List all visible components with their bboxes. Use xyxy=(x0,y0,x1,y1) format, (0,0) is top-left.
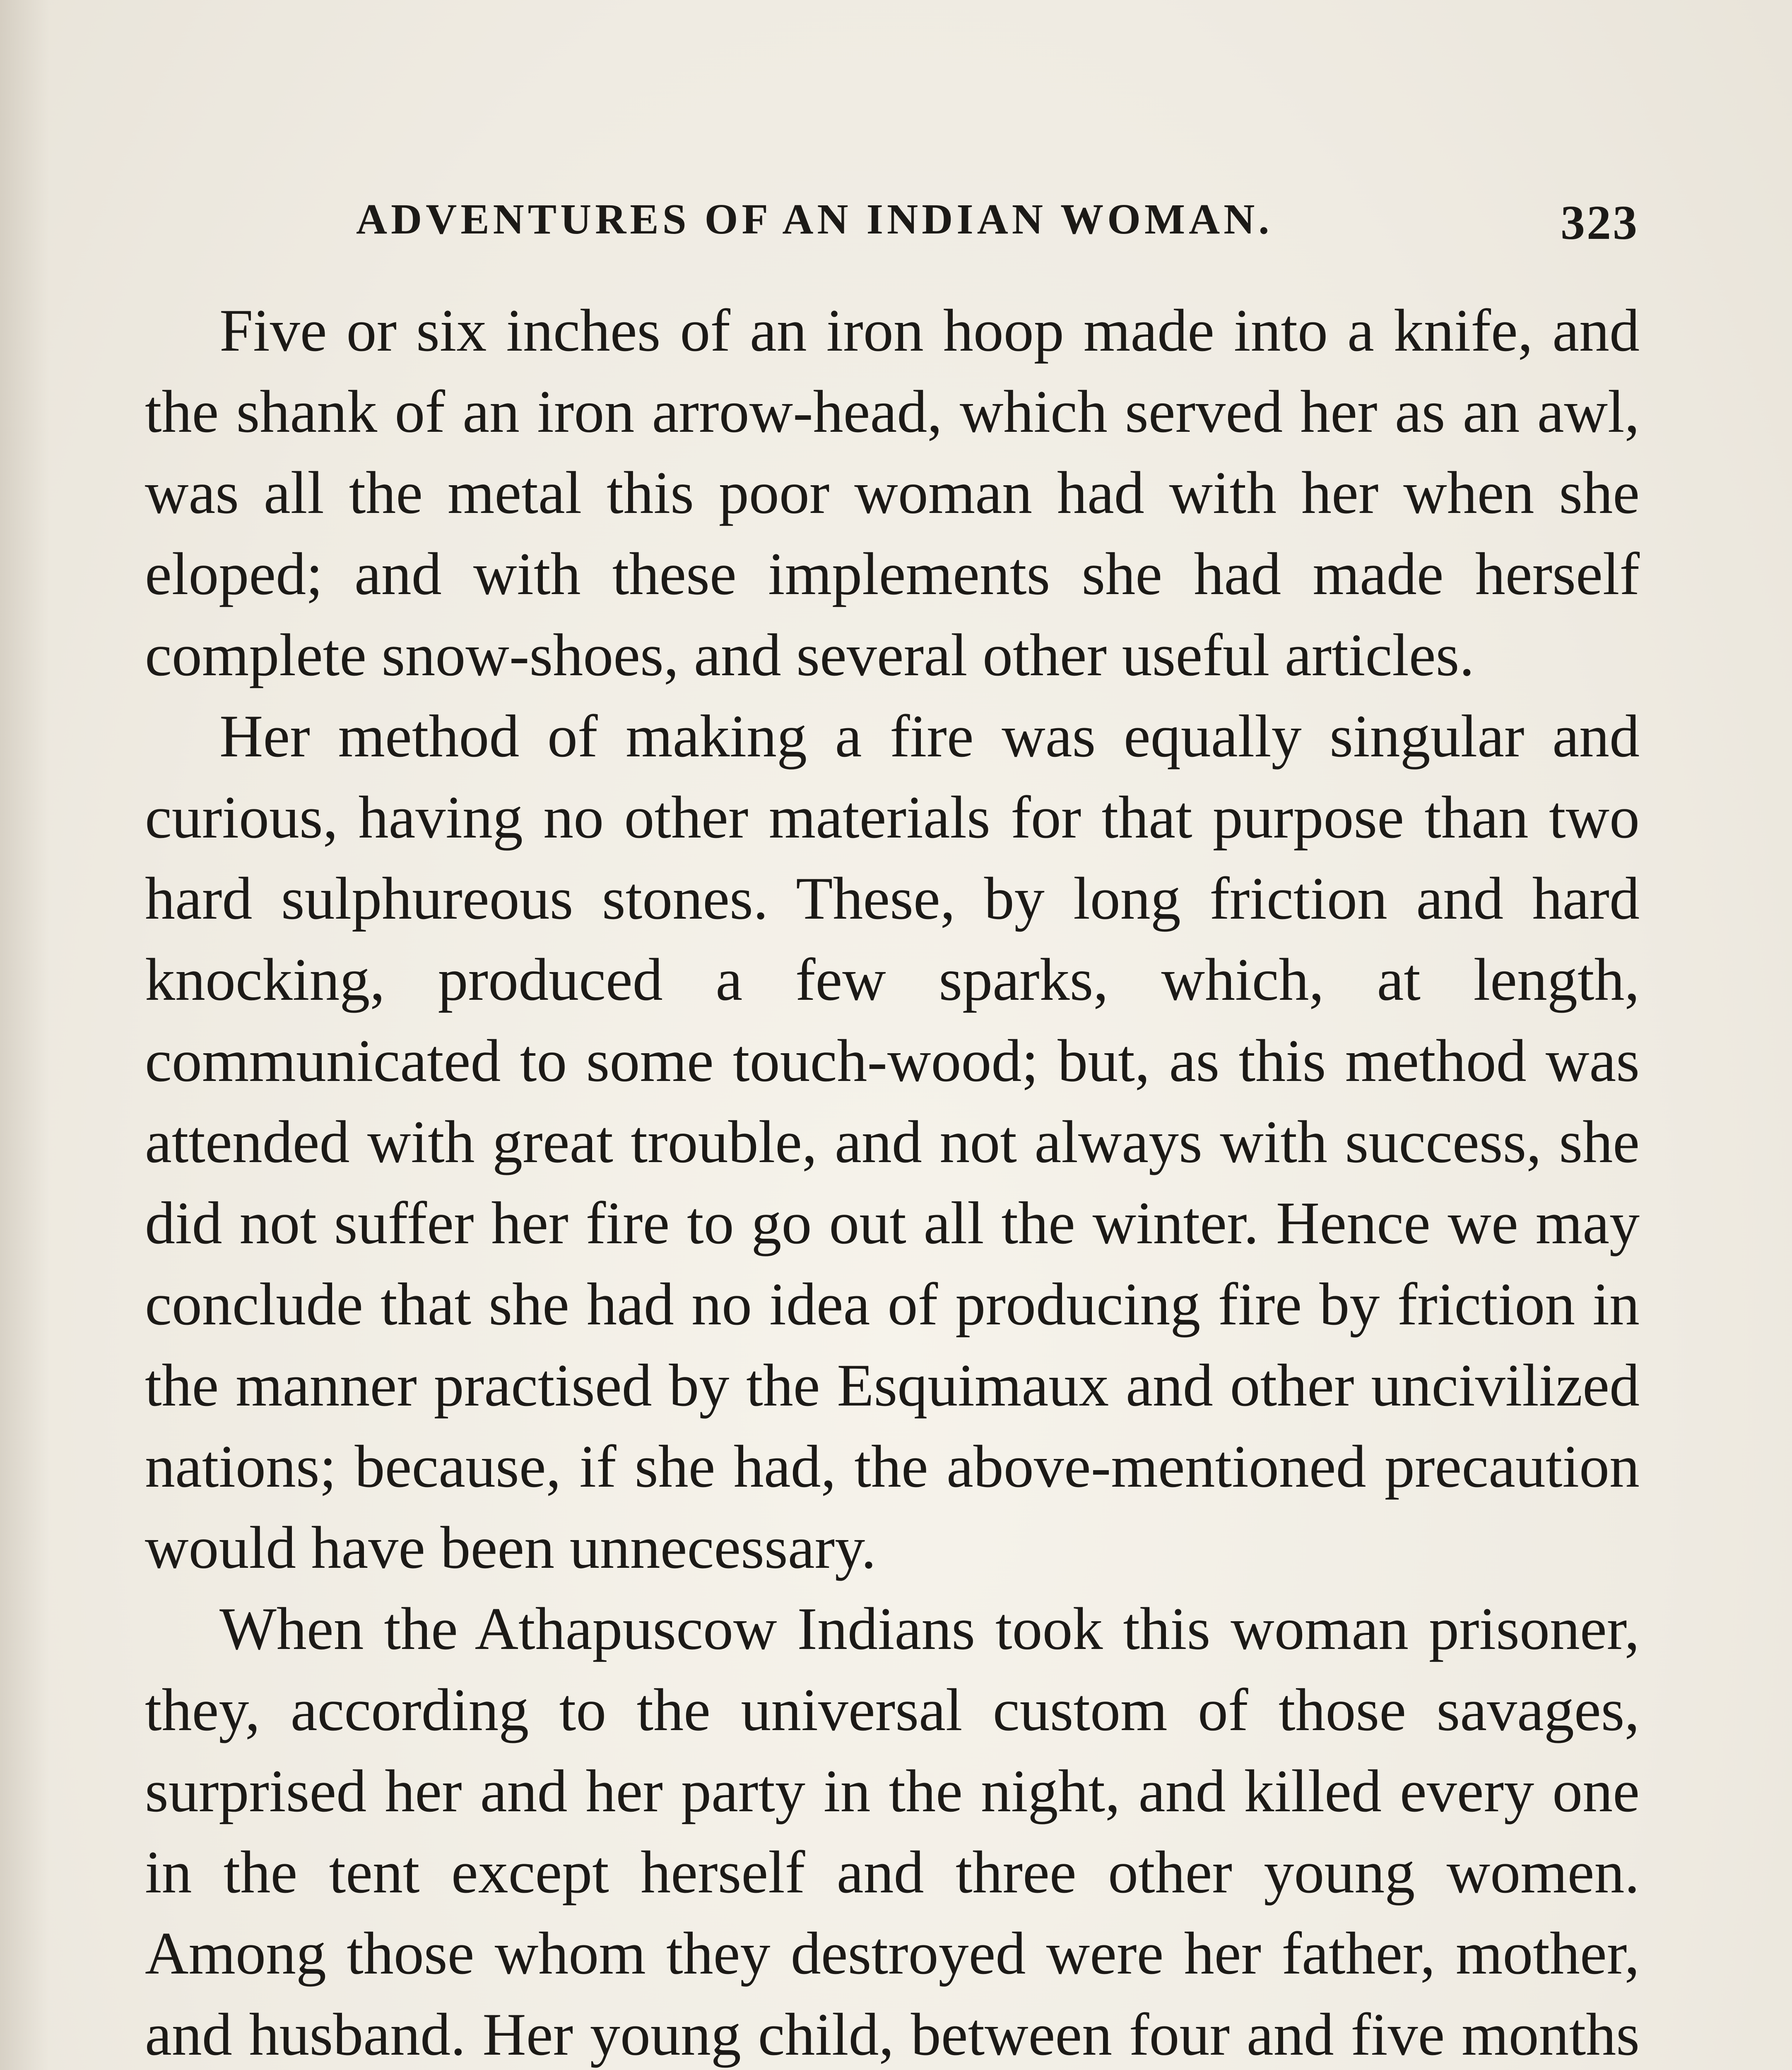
running-title: ADVENTURES OF AN INDIAN WOMAN. xyxy=(356,195,1273,243)
paragraph-2: Her method of making a fire was equally singular and curious, having no other materials for that purpose than two hard sulphureous stones. These, by long friction and hard knocking, produced a few sparks, which, at length, communicated to some touch-wood; but, as this method was attended with great trouble, and not always with success, she did not suffer her fire to go out all the winter. Hence we may conclude that she had no idea of producing fire by friction in the manner practised by the Esquimaux and other uncivilized nations; because, if she had, the above-mentioned precaution would have been unnecessary. xyxy=(145,703,1640,1581)
paragraph-1: Five or six inches of an iron hoop made into a knife, and the shank of an iron arrow-head, which served her as an awl, was all the metal this poor woman had with her when she eloped; and with these implements she had made herself complete snow-shoes, and several other useful articles. xyxy=(145,297,1640,688)
main-text xyxy=(145,290,1640,2070)
page-number: 323 xyxy=(1561,195,1639,250)
paragraph-3: When the Athapuscow Indians took this woman prisoner, they, according to the universal custom of those savages, surprised her and her party in the night, and killed every one in the tent except herself and three other young women. Among those whom they destroyed were her father, mother, and husband. Her young child, between four and five months xyxy=(145,1595,1640,2068)
